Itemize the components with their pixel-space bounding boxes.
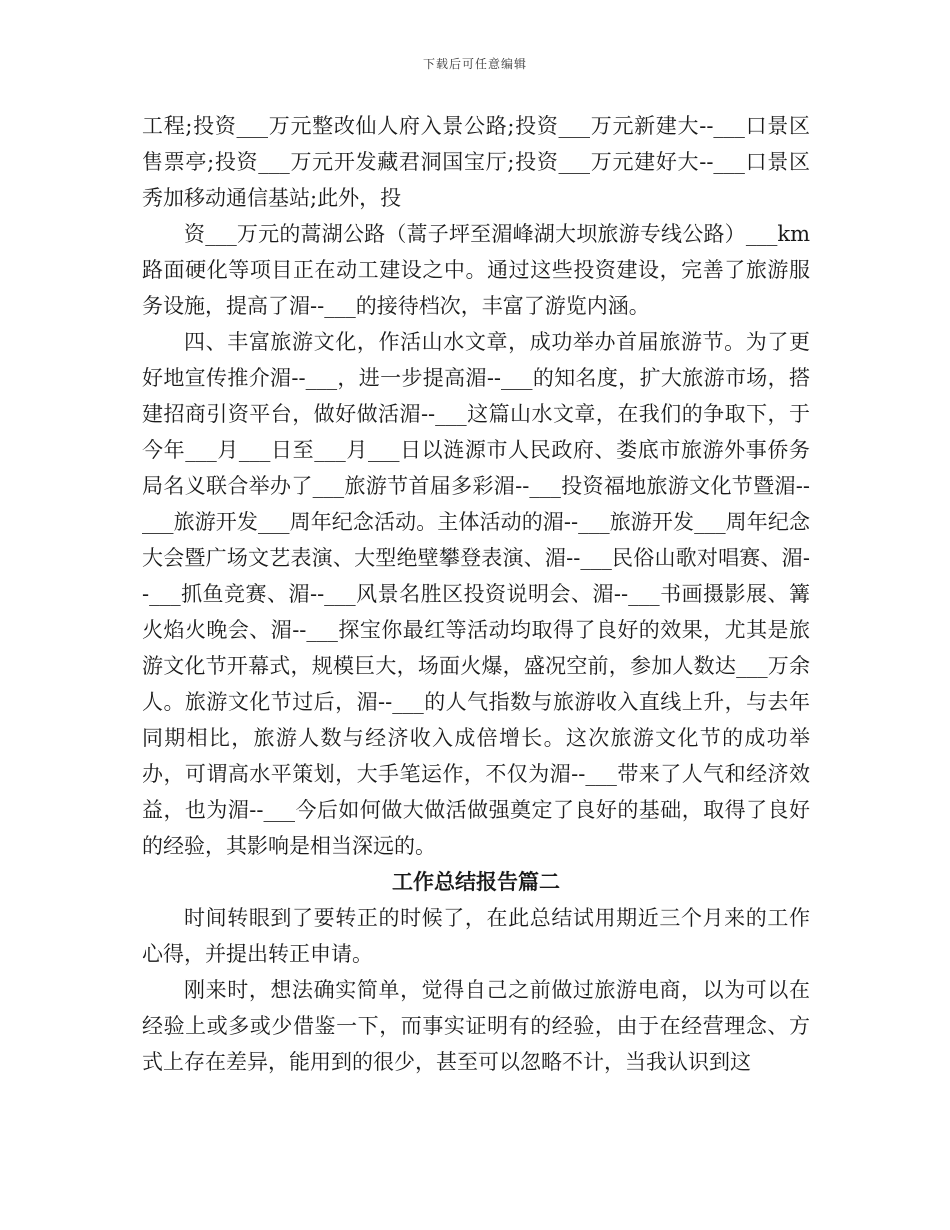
paragraph: 资___万元的蒿湖公路（蒿子坪至湄峰湖大坝旅游专线公路）___km路面硬化等项目正在动工建设之中。通过这些投资建设，完善了旅游服务设施，提高了湄--___的接待档次，丰富了游览内涵。 bbox=[142, 222, 810, 318]
paragraph: 工程;投资___万元整改仙人府入景公路;投资___万元新建大--___口景区售票亭;投资___万元开发藏君洞国宝厅;投资___万元建好大--___口景区秀加移动通信基站;此外，投 bbox=[142, 114, 810, 210]
paragraph: 刚来时，想法确实简单，觉得自己之前做过旅游电商，以为可以在经验上或多或少借鉴一下，而事实证明有的经验，由于在经营理念、方式上存在差异，能用到的很少，甚至可以忽略不计，当我认识到这 bbox=[142, 978, 810, 1074]
section-title: 工作总结报告篇二 bbox=[392, 869, 560, 894]
paragraph: 四、丰富旅游文化，作活山水文章，成功举办首届旅游节。为了更好地宣传推介湄--___，进一步提高湄--___的知名度，扩大旅游市场，搭建招商引资平台，做好做活湄--___这篇山水文章，在我们的争取下，于今年___月___日至___月___日以涟源市人民政府、娄底市旅游外事侨务局名义联合举办了___旅游节首届多彩湄--___投资福地旅游文化节暨湄--___旅游开发___周年纪念活动。主体活动的湄--___旅游开发___周年纪念大会暨广场文艺表演、大型绝壁攀登表演、湄--___民俗山歌对唱赛、湄--___抓鱼竞赛、湄--___风景名胜区投资说明会、湄--___书画摄影展、篝火焰火晚会、湄--___探宝你最红等活动均取得了良好的效果，尤其是旅游文化节开幕式，规模巨大，场面火爆，盛况空前，参加人数达___万余人。旅游文化节过后，湄--___的人气指数与旅游收入直线上升，与去年同期相比，旅游人数与经济收入成倍增长。这次旅游文化节的成功举办，可谓高水平策划，大手笔运作，不仅为湄--___带来了人气和经济效益，也为湄--___今后如何做大做活做强奠定了良好的基础，取得了良好的经验，其影响是相当深远的。 bbox=[142, 330, 810, 858]
page-header: 下载后可任意编辑 bbox=[422, 57, 527, 71]
paragraph: 时间转眼到了要转正的时候了，在此总结试用期近三个月来的工作心得，并提出转正申请。 bbox=[142, 906, 810, 966]
document-body bbox=[142, 108, 810, 1080]
